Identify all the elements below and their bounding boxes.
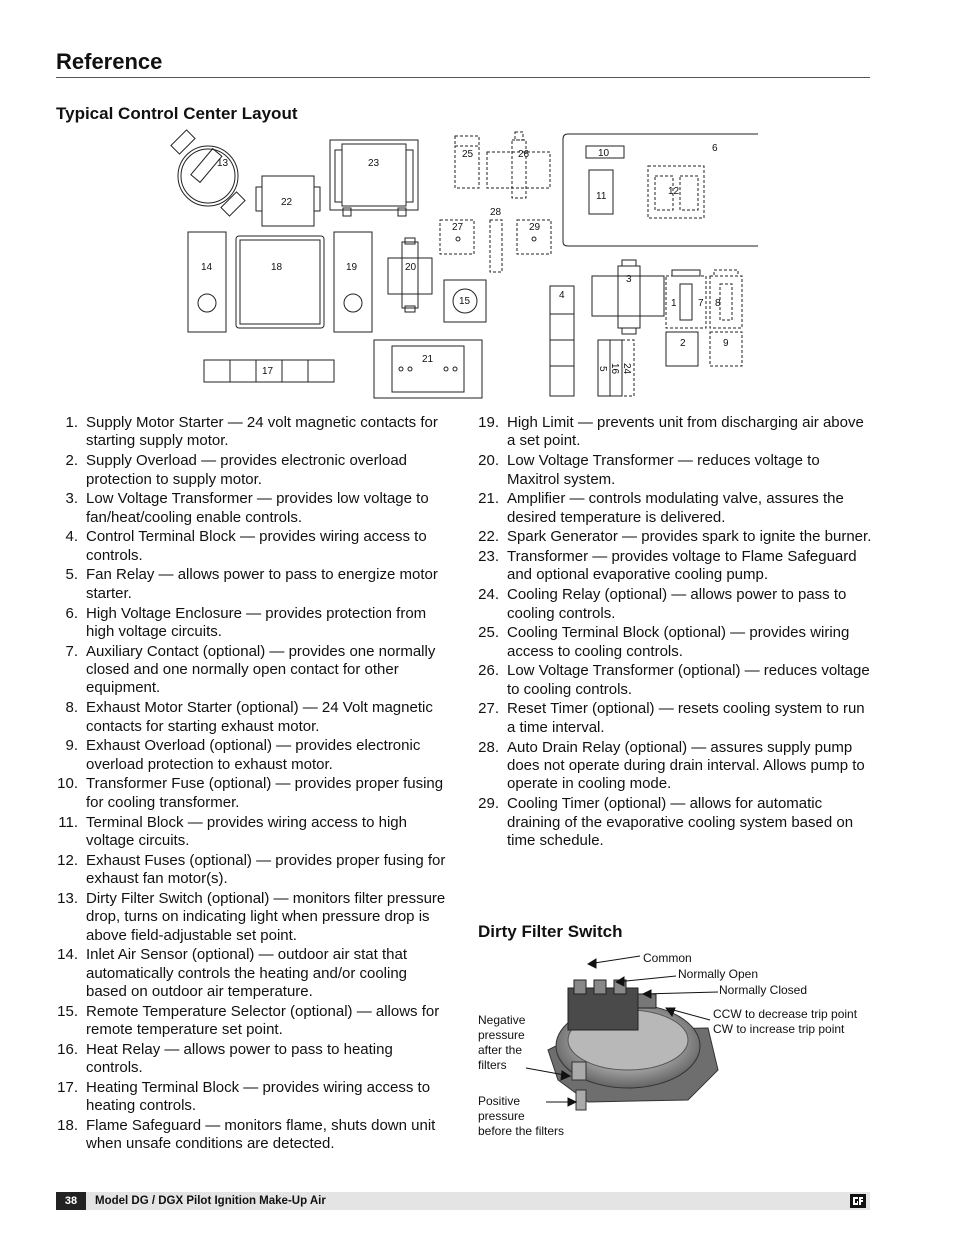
- diagram-label: 16: [609, 363, 620, 375]
- list-item: 19. High Limit — prevents unit from discharging air above a set point.: [478, 414, 864, 450]
- list-item: 28. Auto Drain Relay (optional) — assures supply pump does not operate during drain interval. Allows pump to operate in cooling mode.: [478, 738, 865, 793]
- list-item: 4. Control Terminal Block — provides wiring access to controls.: [65, 528, 427, 564]
- label-normally-closed: Normally Closed: [719, 983, 808, 997]
- diagram-label: 17: [262, 366, 274, 377]
- component-18: [236, 236, 324, 328]
- brand-logo-icon: [850, 1194, 866, 1208]
- list-item: 20. Low Voltage Transformer — reduces voltage to Maxitrol system.: [478, 452, 820, 488]
- page-number: 38: [56, 1192, 86, 1210]
- footer-title: Model DG / DGX Pilot Ignition Make-Up Air: [95, 1195, 326, 1207]
- label-common: Common: [643, 951, 692, 965]
- label-normally-open: Normally Open: [678, 967, 759, 981]
- diagram-label: 8: [715, 298, 721, 309]
- component-21: [374, 340, 482, 398]
- list-item: 12. Exhaust Fuses (optional) — provides proper fusing for exhaust fan motor(s).: [57, 851, 446, 888]
- diagram-label: 10: [598, 148, 610, 159]
- component-list-left: [56, 414, 451, 1155]
- list-item: 6. High Voltage Enclosure — provides protection from high voltage circuits.: [65, 604, 427, 640]
- diagram-label: 19: [346, 262, 358, 273]
- label-positive-pressure: Positive pressure before the filters: [478, 1094, 565, 1138]
- list-item: 1. Supply Motor Starter — 24 volt magnetic contacts for starting supply motor.: [65, 414, 438, 450]
- diagram-label: 20: [405, 262, 417, 273]
- component-20: [388, 238, 432, 312]
- diagram-label: 27: [452, 222, 464, 233]
- diagram-label: 7: [698, 298, 704, 309]
- diagram-label: 21: [422, 354, 434, 365]
- label-cw: CW to increase trip point: [713, 1022, 845, 1036]
- layout-heading: Typical Control Center Layout: [56, 104, 298, 123]
- list-item: 5. Fan Relay — allows power to pass to energize motor starter.: [65, 566, 438, 602]
- list-item: 23. Transformer — provides voltage to Flame Safeguard and optional evaporative cooling pump.: [478, 548, 857, 584]
- list-item: 29. Cooling Timer (optional) — allows for automatic draining of the evaporative cooling system based on time schedule.: [478, 795, 854, 849]
- label-ccw: CCW to decrease trip point: [713, 1007, 858, 1021]
- component-19: [334, 232, 372, 332]
- diagram-label: 3: [626, 274, 632, 285]
- list-item: 25. Cooling Terminal Block (optional) — provides wiring access to cooling controls.: [478, 624, 850, 660]
- diagram-label: 18: [271, 262, 283, 273]
- diagram-label: 11: [596, 191, 607, 202]
- diagram-label: 1: [671, 298, 677, 309]
- component-6: [563, 134, 758, 246]
- list-item: 2. Supply Overload — provides electronic overload protection to supply motor.: [65, 452, 407, 488]
- diagram-label: 2: [680, 338, 686, 349]
- diagram-label: 12: [668, 186, 680, 197]
- diagram-label: 4: [559, 290, 565, 301]
- diagram-label: 24: [621, 363, 632, 375]
- list-item: 14. Inlet Air Sensor (optional) — outdoor air stat that automatically controls the heating and/or cooling based on outdoor air temperature.: [57, 946, 408, 1001]
- diagram-label: 14: [201, 262, 213, 273]
- component-26: [487, 132, 550, 198]
- component-25: [455, 136, 479, 188]
- diagram-number-labels: [201, 143, 729, 377]
- list-item: 21. Amplifier — controls modulating valve, assures the desired temperature is delivered.: [478, 490, 844, 526]
- list-item: 22. Spark Generator — provides spark to ignite the burner.: [478, 528, 872, 546]
- component-28: [490, 220, 502, 272]
- diagram-label: 9: [723, 338, 729, 349]
- diagram-label: 25: [462, 149, 474, 160]
- list-item: 24. Cooling Relay (optional) — allows power to pass to cooling controls.: [478, 586, 847, 622]
- diagram-label: 28: [490, 207, 502, 218]
- component-13: [171, 130, 245, 216]
- dirty-filter-switch-heading: Dirty Filter Switch: [478, 922, 623, 941]
- list-item: 15. Remote Temperature Selector (optional) — allows for remote temperature set point.: [57, 1002, 440, 1039]
- list-item: 3. Low Voltage Transformer — provides low voltage to fan/heat/cooling enable controls.: [65, 490, 429, 526]
- list-item: 27. Reset Timer (optional) — resets cooling system to run a time interval.: [478, 700, 865, 736]
- list-item: 13. Dirty Filter Switch (optional) — monitors filter pressure drop, turns on indicating light when pressure drop is above field-adjustable set point.: [57, 889, 446, 944]
- diagram-label: 22: [281, 197, 293, 208]
- diagram-label: 6: [712, 143, 718, 154]
- component-27-knob: [456, 237, 460, 241]
- component-4: [550, 286, 574, 396]
- list-item: 9. Exhaust Overload (optional) — provides electronic overload protection to exhaust motor.: [65, 737, 421, 773]
- component-list-right: [477, 414, 872, 852]
- diagram-label: 26: [518, 149, 530, 160]
- component-3: [592, 260, 664, 334]
- list-item: 10. Transformer Fuse (optional) — provides proper fusing for cooling transformer.: [57, 775, 444, 811]
- list-item: 18. Flame Safeguard — monitors flame, shuts down unit when unsafe conditions are detected.: [57, 1117, 436, 1153]
- list-item: 16. Heat Relay — allows power to pass to heating controls.: [57, 1040, 393, 1077]
- component-23: [330, 140, 418, 216]
- list-item: 8. Exhaust Motor Starter (optional) — 24 Volt magnetic contacts for starting exhaust motor.: [65, 699, 433, 735]
- label-negative-pressure: Negative pressure after the filters: [478, 1013, 526, 1072]
- diagram-label: 13: [217, 158, 229, 169]
- diagram-label: 23: [368, 158, 380, 169]
- component-14: [188, 232, 226, 332]
- diagram-label: 29: [529, 222, 541, 233]
- component-29-knob: [532, 237, 536, 241]
- control-center-diagram: [0, 0, 954, 410]
- list-item: 7. Auxiliary Contact (optional) — provides one normally closed and one normally open contact for other equipment.: [65, 642, 436, 697]
- list-item: 11. Terminal Block — provides wiring access to high voltage circuits.: [58, 813, 407, 849]
- list-item: 17. Heating Terminal Block — provides wiring access to heating controls.: [57, 1078, 431, 1115]
- diagram-label: 15: [459, 296, 471, 307]
- list-item: 26. Low Voltage Transformer (optional) — reduces voltage to cooling controls.: [478, 662, 870, 698]
- diagram-label: 5: [597, 366, 608, 372]
- page-title: Reference: [56, 49, 163, 74]
